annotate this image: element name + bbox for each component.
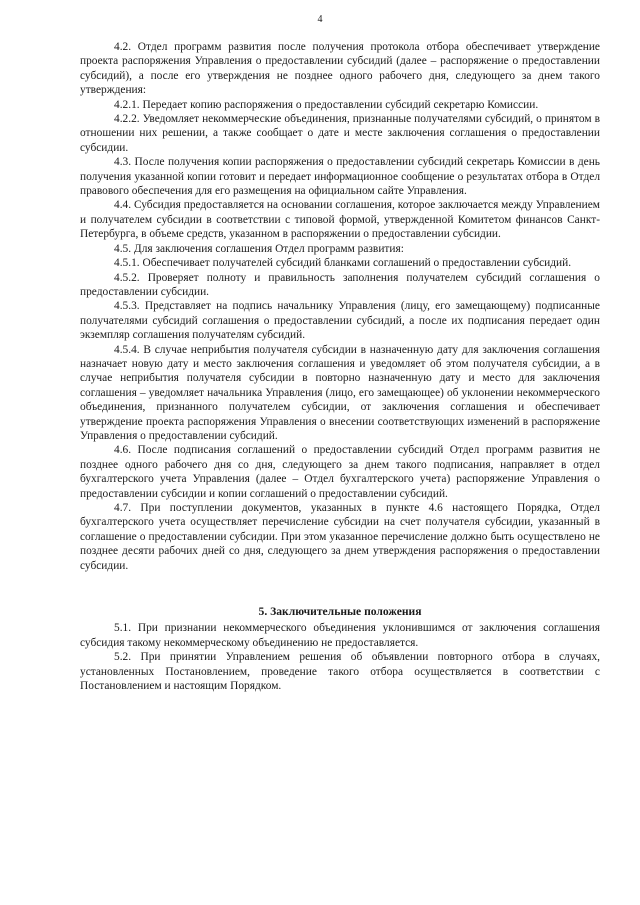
paragraph-4-2: 4.2. Отдел программ развития после получения протокола отбора обеспечивает утверждение проекта распоряжения Управления о предоставлении субсидий (далее – распоряжение о предоставлении субсидий), а после его утверждения не позднее одного рабочего дня, следующего за днем такого утверждения: — [80, 41, 600, 97]
paragraph-4-5-4: 4.5.4. В случае неприбытия получателя субсидии в назначенную дату для заключения соглашения назначает новую дату и место заключения соглашения и уведомляет об этом получателя субсидии, а в случае неприбытия получателя субсидии в повторно назначенную дату и место для заключения соглашения – уведомляет начальника Управления (лицо, его замещающее) об уклонении некоммерческого объединения, признанного получателем субсидии, от заключения соглашения и обеспечивает утверждение проекта распоряжения Управления о внесении соответствующих изменений в распоряжение Управления о предоставлении субсидий. — [80, 343, 600, 442]
paragraph-4-5-2: 4.5.2. Проверяет полноту и правильность заполнения получателем субсидий соглашения о предоставлении субсидии. — [80, 271, 600, 298]
paragraph-4-3: 4.3. После получения копии распоряжения о предоставлении субсидий секретарь Комиссии в день получения указанной копии готовит и передает информационное сообщение о результатах отбора в Отдел правового обеспечения для его размещения на официальном сайте Управления. — [80, 156, 600, 198]
paragraph-4-5-1: 4.5.1. Обеспечивает получателей субсидий бланками соглашений о предоставлении субсидий. — [114, 257, 572, 270]
document-body — [80, 40, 600, 693]
paragraph-5-1: 5.1. При признании некоммерческого объединения уклонившимся от заключения соглашения субсидия такому некоммерческому объединению не предоставляется. — [80, 622, 600, 649]
paragraph-4-5-3: 4.5.3. Представляет на подпись начальнику Управления (лицу, его замещающему) подписанные получателями субсидий соглашения о предоставлении субсидий, а после их подписания передает один экземпляр соглашения получателям субсидий. — [80, 300, 600, 342]
section-5-heading: 5. Заключительные положения — [258, 605, 422, 619]
paragraph-4-6: 4.6. После подписания соглашений о предоставлении субсидий Отдел программ развития не позднее одного рабочего дня со дня, следующего за днем такого подписания, направляет в отдел бухгалтерского учета Управления (далее – Отдел бухгалтерского учета) распоряжение Управления о предоставлении субсидии и копии соглашений о предоставлении субсидий. — [80, 444, 600, 500]
paragraph-4-5: 4.5. Для заключения соглашения Отдел программ развития: — [114, 242, 404, 255]
paragraph-4-4: 4.4. Субсидия предоставляется на основании соглашения, которое заключается между Управлением и получателем субсидии в соответствии с типовой формой, утвержденной Комитетом финансов Санкт-Петербурга, в объеме средств, указанном в распоряжении о предоставлении субсидии. — [80, 199, 600, 241]
paragraph-4-2-2: 4.2.2. Уведомляет некоммерческие объединения, признанные получателями субсидий, о принятом в отношении них решении, а также сообщает о дате и месте заключения соглашения о предоставлении субсидии. — [80, 113, 600, 154]
paragraph-4-7: 4.7. При поступлении документов, указанных в пункте 4.6 настоящего Порядка, Отдел бухгалтерского учета осуществляет перечисление субсидии на счет получателя субсидии, указанный в соглашение о предоставлении субсидии. При этом указанное перечисление должно быть осуществлено не позднее десяти рабочих дней со дня, следующего за днем утверждения распоряжения о предоставлении субсидии. — [80, 502, 600, 572]
paragraph-5-2: 5.2. При принятии Управлением решения об объявлении повторного отбора в случаях, установленных Постановлением, проведение такого отбора осуществляется в соответствии с Постановлением и настоящим Порядком. — [80, 651, 600, 693]
page-number: 4 — [317, 14, 323, 25]
paragraph-4-2-1: 4.2.1. Передает копию распоряжения о предоставлении субсидий секретарю Комиссии. — [114, 98, 539, 111]
section-spacer — [80, 573, 600, 605]
